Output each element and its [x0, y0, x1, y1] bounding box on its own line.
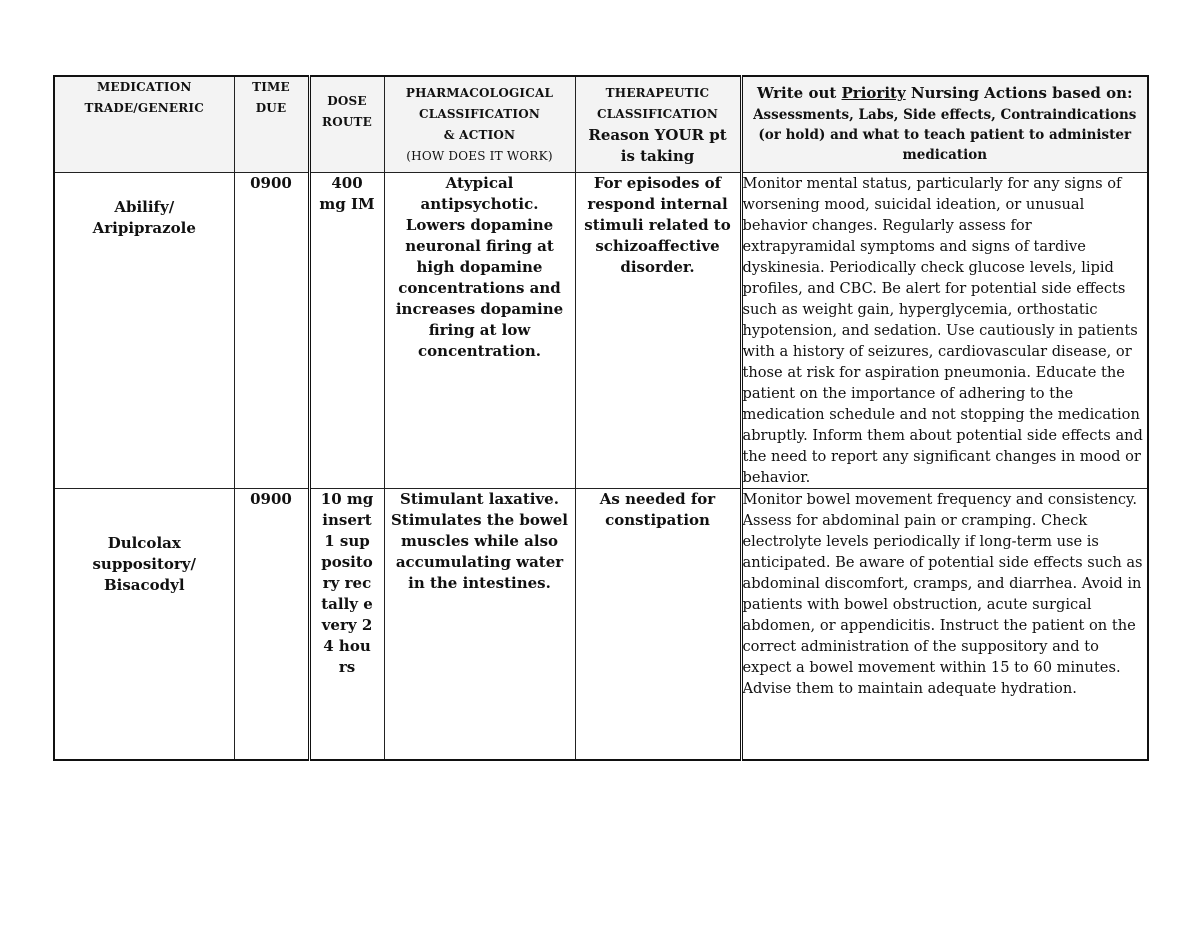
header-nursing-suffix: Nursing Actions based on: [910, 84, 1133, 102]
dose-cell [309, 488, 384, 760]
pharm-cell [384, 172, 575, 488]
dose-cell [309, 172, 384, 488]
medication-cell [54, 488, 234, 760]
therapeutic-value: For episodes of respond internal stimuli related to schizoaffective disorder. [584, 173, 731, 276]
header-medication [54, 76, 234, 172]
header-therapeutic-line1: THERAPEUTIC [605, 86, 710, 100]
header-row [54, 76, 1148, 172]
header-nursing [741, 76, 1148, 172]
header-therapeutic-line2: CLASSIFICATION [596, 107, 719, 121]
table-row [54, 488, 1148, 760]
time-value: 0900 [250, 173, 292, 192]
header-pharm-line3: & ACTION [443, 128, 516, 142]
medication-name: Abilify/ Aripiprazole [92, 197, 196, 237]
header-time-line2: DUE [255, 101, 287, 115]
header-nursing-prefix: Write out [756, 84, 837, 102]
header-therapeutic [575, 76, 741, 172]
table-row [54, 172, 1148, 488]
pharm-value: Stimulant laxative. Stimulates the bowel muscles while also accumulating water in the intestines. [390, 489, 569, 592]
header-time [234, 76, 309, 172]
dose-value: 10 mg insert 1 suppository rectally every 24 hours [320, 489, 374, 676]
header-nursing-title [751, 83, 1140, 104]
therapeutic-cell [575, 172, 741, 488]
time-value: 0900 [250, 489, 292, 508]
medication-name: Dulcolax suppository/ Bisacodyl [92, 533, 196, 594]
therapeutic-value: As needed for constipation [599, 489, 716, 529]
pharm-cell [384, 488, 575, 760]
header-reason-line1: Reason YOUR pt [588, 126, 727, 144]
header-pharm-line4: (HOW DOES IT WORK) [406, 149, 553, 163]
time-cell [234, 172, 309, 488]
pharm-value: Atypical antipsychotic. Lowers dopamine neuronal firing at high dopamine concentrations and increases dopamine firing at low concentration. [395, 173, 564, 360]
header-medication-line1: MEDICATION [96, 80, 192, 94]
nursing-cell [741, 488, 1148, 760]
nursing-cell [741, 172, 1148, 488]
therapeutic-cell [575, 488, 741, 760]
medication-cell [54, 172, 234, 488]
dose-value: 400 mg IM [319, 173, 375, 213]
time-cell [234, 488, 309, 760]
header-pharm [384, 76, 575, 172]
header-nursing-priority: Priority [841, 84, 906, 102]
header-dose [309, 76, 384, 172]
header-time-line1: TIME [252, 80, 290, 94]
nursing-value: Monitor bowel movement frequency and consistency. Assess for abdominal pain or cramping. Check electrolyte levels periodically if long-term use is anticipated. Be aware of potential side effects such as abdominal discomfort, cramps, and diarrhea. Avoid in patients with bowel obstruction, acute surgical abdomen, or appendicitis. Instruct the patient on the correct administration of the suppository and to expect a bowel movement within 15 to 60 minutes. Advise them to maintain adequate hydration. [742, 490, 1143, 697]
header-reason-line2: is taking [620, 147, 695, 165]
header-pharm-line1: PHARMACOLOGICAL [405, 86, 554, 100]
header-pharm-line2: CLASSIFICATION [418, 107, 541, 121]
header-dose-line2: ROUTE [322, 115, 372, 129]
header-medication-line2: TRADE/GENERIC [84, 101, 204, 115]
header-dose-line1: DOSE [327, 94, 367, 108]
medication-table [53, 75, 1149, 761]
header-nursing-detail: Assessments, Labs, Side effects, Contraindications (or hold) and what to teach patient to administer medication [753, 107, 1137, 163]
nursing-value: Monitor mental status, particularly for any signs of worsening mood, suicidal ideation, or unusual behavior changes. Regularly assess for extrapyramidal symptoms and signs of tardive dyskinesia. Periodically check glucose levels, lipid profiles, and CBC. Be alert for potential side effects such as weight gain, hyperglycemia, orthostatic hypotension, and sedation. Use cautiously in patients with a history of seizures, cardiovascular disease, or those at risk for aspiration pneumonia. Educate the patient on the importance of adhering to the medication schedule and not stopping the medication abruptly. Inform them about potential side effects and the need to report any significant changes in mood or behavior. [742, 174, 1143, 486]
